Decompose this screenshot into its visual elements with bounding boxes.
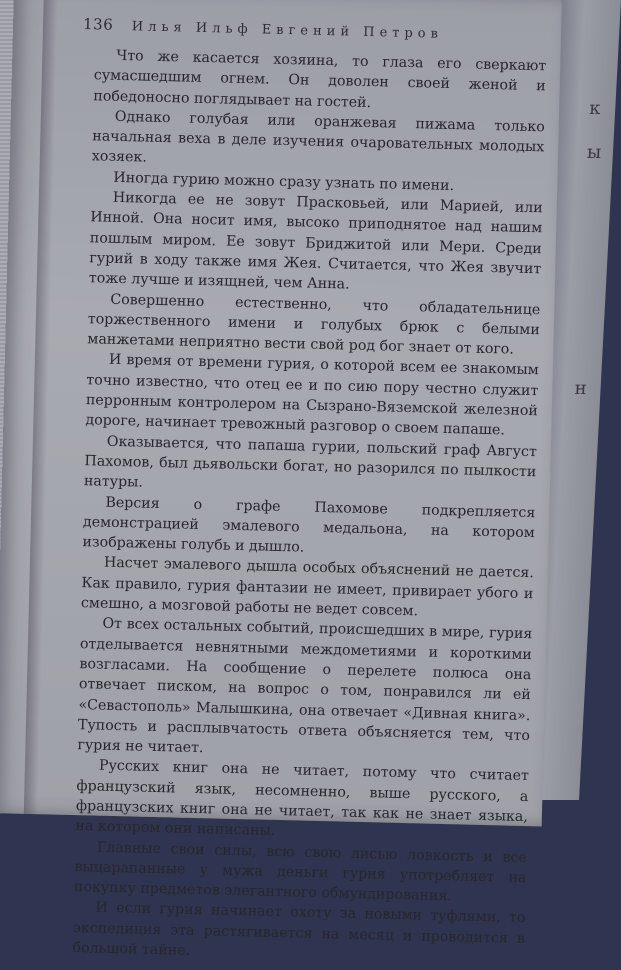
paragraph: Что же касается хозяина, то глаза его сверкают сумасшедшим огнем. Он доволен своей женой и победоносно поглядывает на гостей. bbox=[93, 47, 547, 111]
opposite-page-letter: к bbox=[588, 98, 602, 119]
paragraph: Насчет эмалевого дышла особых объяснений не дается. Как правило, гурия фантазии не имеет, привирает убого и смешно, а мозговой работы не ведет совсем. bbox=[80, 555, 535, 620]
author-line: Илья Ильф Евгений Петров bbox=[131, 19, 444, 42]
paragraph: Русских книг она не читает, потому что считает французский язык, несомненно, выше русского, а французских книг она не читает, так как не знает языка, на котором они написаны. bbox=[75, 758, 530, 840]
paragraph: И время от времени гурия, о которой всем ее знакомым точно известно, что отец ее и по сию пору честно служит перронным контролером на Сызрано-Вяземской железной дороге, начинает тревожный разговор о своем папаше. bbox=[85, 352, 539, 439]
paragraph: Оказывается, что папаша гурии, польский граф Август Пахомов, был дьявольски богат, но разорился по пылкости натуры. bbox=[83, 433, 537, 491]
page-body bbox=[72, 45, 546, 969]
paragraph: Однако голубая или оранжевая пижама только начальная веха в деле изучения очаровательных молодых хозяек. bbox=[91, 108, 545, 167]
paragraph: Совершенно естественно, что обладательнице торжественного имени и голубых брюк с белыми манжетами неприятно вести свой род бог знает от кого. bbox=[87, 291, 541, 358]
paragraph: Версия о графе Пахомове подкрепляется демонстрацией эмалевого медальона, на котором изображены голубь и дышло. bbox=[82, 494, 536, 556]
paragraph: Иногда гурию можно сразу узнать по имени. bbox=[113, 169, 455, 194]
page-number: 136 bbox=[82, 15, 114, 34]
running-header bbox=[83, 15, 563, 45]
opposite-page-letter: н bbox=[574, 378, 588, 399]
paragraph: Главные свои силы, всю свою лисью ловкость и все выцарапанные у мужа деньги гурия употребляет на покупку предметов элегантного обмундирования. bbox=[73, 839, 528, 905]
opposite-page-letter: ы bbox=[586, 142, 602, 163]
paragraph: Никогда ее не зовут Прасковьей, или Марией, или Инной. Она носит имя, высоко приподнятое над нашим пошлым миром. Ее зовут Бриджитой или Мери. Среди гурий в ходу также имя Жея. Считается, что Жея звучит тоже лучше и изящней, чем Анна. bbox=[88, 189, 543, 293]
page-gutter-shadow bbox=[24, 0, 58, 814]
paragraph: И если гурия начинает охоту за новыми туфлями, то экспедиция эта растягивается на месяц и проводится в большой тайне. bbox=[72, 900, 526, 959]
paragraph: От всех остальных событий, происшедших в мире, гурия отделывается невнятными междометиями и короткими возгласами. На сообщение о перелете полюса она отвечает писком, на вопрос о том, понравился ли ей «Севастополь» Малышкина, она отвечает «Дивная книга». Тупость и расплывчатость ответа объясняется тем, что гурия не читает. bbox=[77, 615, 533, 757]
